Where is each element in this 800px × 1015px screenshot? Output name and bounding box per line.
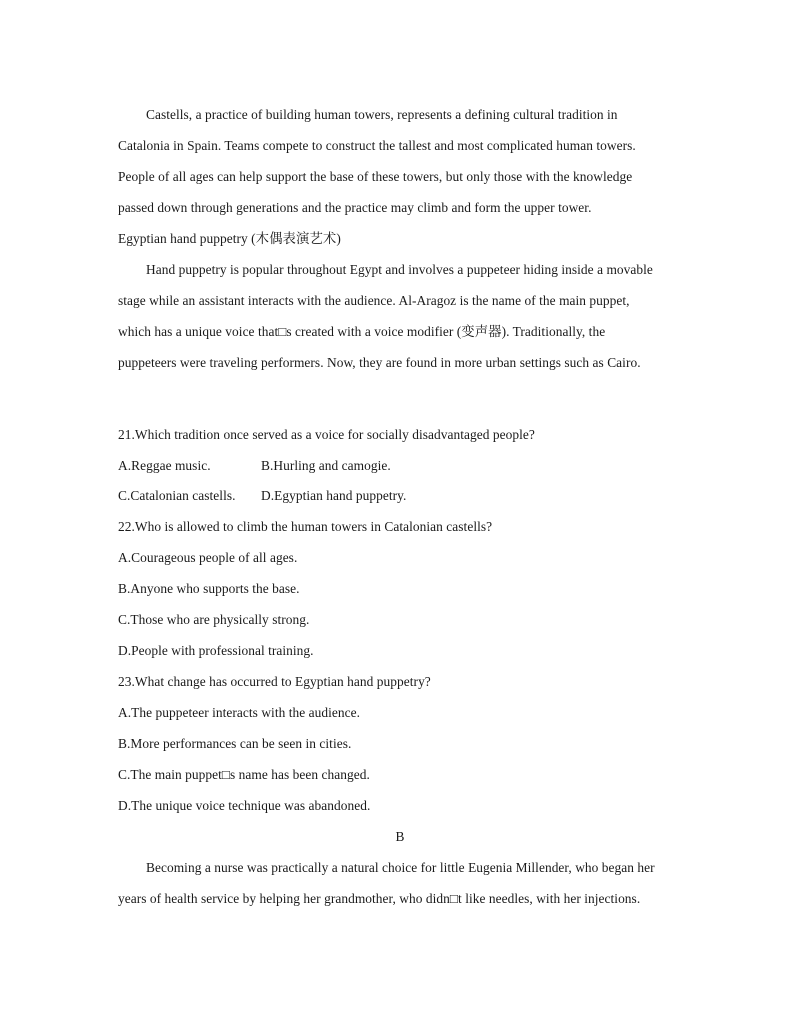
question-23-option-b: B.More performances can be seen in cities. [118,736,352,751]
section-b-label: B [395,829,405,844]
question-22-stem: 22.Who is allowed to climb the human towers in Catalonian castells? [118,519,493,534]
puppetry-line-3: which has a unique voice that□s created with a voice modifier (变声器). Traditionally, the [118,324,606,339]
castells-line-1: Castells, a practice of building human towers, represents a defining cultural tradition in [146,107,618,122]
puppetry-line-4: puppeteers were traveling performers. Now, they are found in more urban settings such as Cairo. [118,355,641,370]
section-b-line-2: years of health service by helping her grandmother, who didn□t like needles, with her injections. [118,891,641,906]
question-23-stem: 23.What change has occurred to Egyptian hand puppetry? [118,674,431,689]
puppetry-heading: Egyptian hand puppetry (木偶表演艺术) [118,231,341,246]
question-21-stem: 21.Which tradition once served as a voice for socially disadvantaged people? [118,427,535,442]
question-22-option-c: C.Those who are physically strong. [118,612,310,627]
castells-line-3: People of all ages can help support the base of these towers, but only those with the knowledge [118,169,633,184]
question-21-option-row-1 [118,457,391,475]
section-b-line-1: Becoming a nurse was practically a natural choice for little Eugenia Millender, who began her [146,860,655,875]
question-21-option-c: C.Catalonian castells. [118,488,236,503]
question-22-option-d: D.People with professional training. [118,643,314,658]
question-23-option-c: C.The main puppet□s name has been changed. [118,767,370,782]
question-23-option-d: D.The unique voice technique was abandoned. [118,798,371,813]
question-21-option-row-2 [118,487,407,505]
question-21-option-d: D.Egyptian hand puppetry. [261,488,407,503]
question-22-option-a: A.Courageous people of all ages. [118,550,298,565]
puppetry-line-2: stage while an assistant interacts with the audience. Al-Aragoz is the name of the main puppet, [118,293,630,308]
question-21-option-b: B.Hurling and camogie. [261,458,391,473]
castells-line-4: passed down through generations and the practice may climb and form the upper tower. [118,200,592,215]
castells-line-2: Catalonia in Spain. Teams compete to construct the tallest and most complicated human towers. [118,138,636,153]
question-23-option-a: A.The puppeteer interacts with the audience. [118,705,361,720]
puppetry-line-1: Hand puppetry is popular throughout Egypt and involves a puppeteer hiding inside a movable [146,262,653,277]
question-22-option-b: B.Anyone who supports the base. [118,581,300,596]
question-21-option-a: A.Reggae music. [118,458,211,473]
